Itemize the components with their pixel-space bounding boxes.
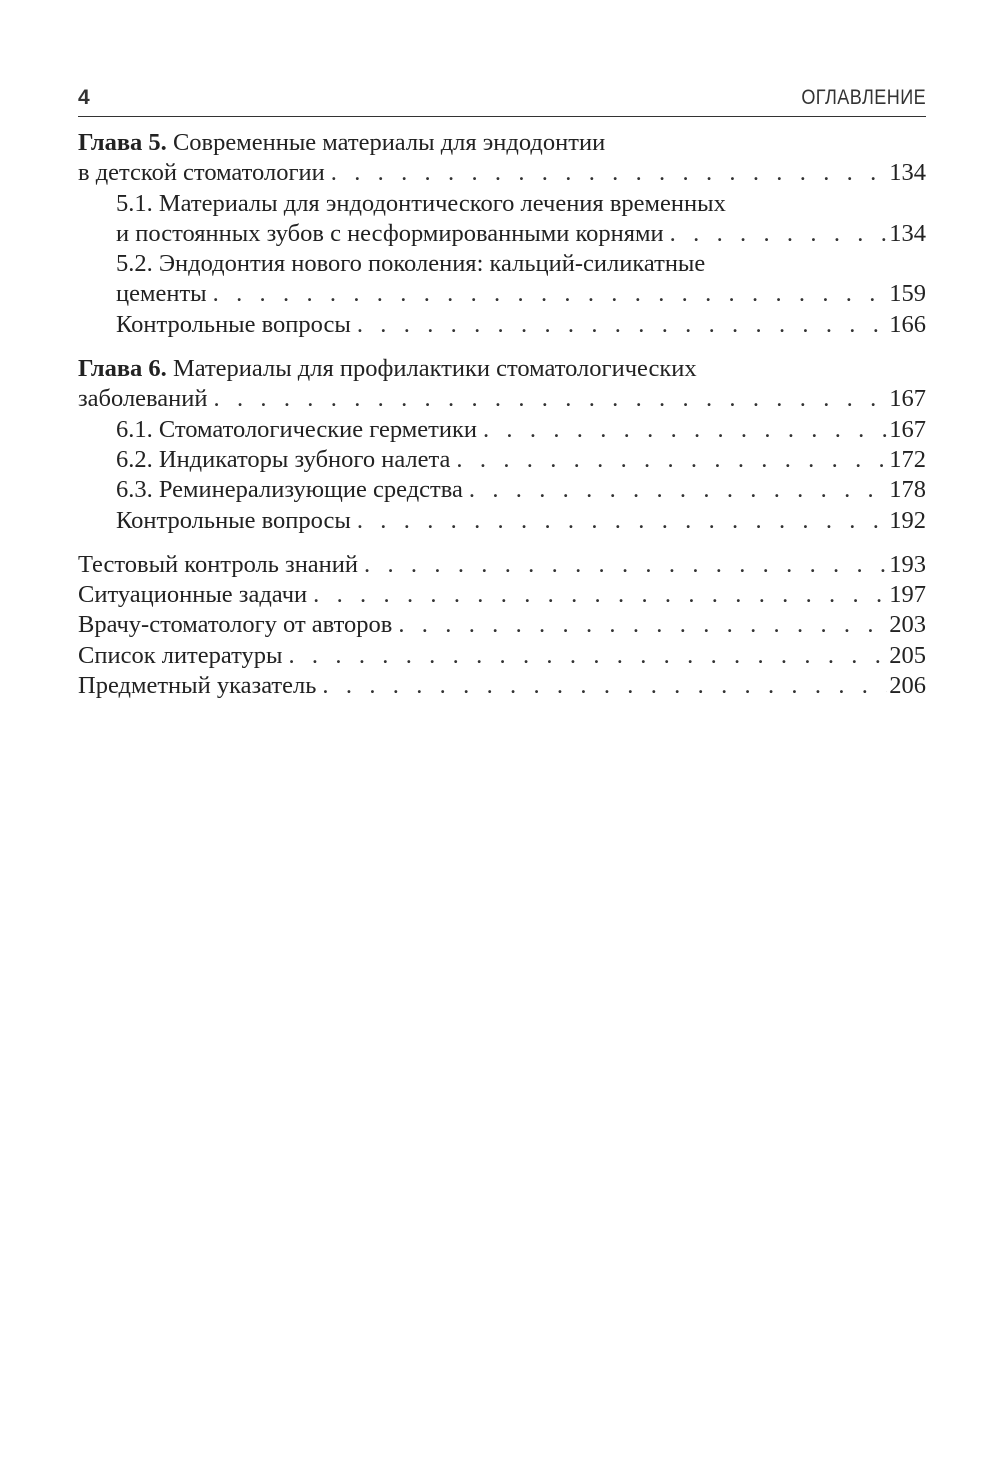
toc-entry[interactable] <box>78 506 926 536</box>
entry-title: Предметный указатель <box>78 672 317 700</box>
toc-section-title[interactable] <box>78 249 926 279</box>
toc-entry[interactable] <box>78 384 926 414</box>
entry-title: Тестовый контроль знаний <box>78 550 359 578</box>
toc-entry[interactable] <box>78 310 926 340</box>
toc-chapter-title[interactable] <box>78 354 926 384</box>
dot-leader <box>483 415 887 445</box>
dot-leader <box>288 641 887 671</box>
page-ref: 178 <box>889 476 926 504</box>
page-ref: 205 <box>889 641 926 669</box>
chapter-title-line: заболеваний <box>78 385 208 413</box>
entry-title: 6.3. Реминерализующие средства <box>116 476 463 504</box>
section-title-line: 5.2. Эндодонтия нового поколения: кальций-силикатные <box>116 250 706 278</box>
toc-back-matter <box>78 550 926 701</box>
dot-leader <box>456 445 887 475</box>
toc-entry[interactable] <box>78 279 926 309</box>
toc-entry[interactable] <box>78 475 926 505</box>
page-ref: 192 <box>889 506 926 534</box>
dot-leader <box>313 580 887 610</box>
page-ref: 134 <box>889 159 926 187</box>
page-ref: 203 <box>889 611 926 639</box>
running-head: ОГЛАВЛЕНИЕ <box>801 86 926 109</box>
toc-entry[interactable] <box>78 550 926 580</box>
toc-entry[interactable] <box>78 445 926 475</box>
dot-leader <box>331 158 888 188</box>
toc-entry[interactable] <box>78 415 926 445</box>
section-title-line: цементы <box>116 280 207 308</box>
entry-title: Контрольные вопросы <box>116 310 351 338</box>
page-ref: 166 <box>889 310 926 338</box>
page-ref: 197 <box>889 581 926 609</box>
toc-entry[interactable] <box>78 580 926 610</box>
dot-leader <box>357 310 887 340</box>
entry-title: Контрольные вопросы <box>116 506 351 534</box>
page-header <box>78 84 926 117</box>
page-ref: 167 <box>889 415 926 443</box>
toc-entry[interactable] <box>78 610 926 640</box>
entry-title: 6.1. Стоматологические герметики <box>116 415 477 443</box>
chapter-label: Глава 6. <box>78 355 167 383</box>
chapter-label: Глава 5. <box>78 129 167 156</box>
table-of-contents <box>78 128 926 701</box>
toc-section-title[interactable] <box>78 189 926 219</box>
page-number: 4 <box>78 86 90 109</box>
toc-entry[interactable] <box>78 641 926 671</box>
dot-leader <box>670 219 888 249</box>
section-title-line: и постоянных зубов с несформированными корнями <box>116 219 664 247</box>
dot-leader <box>398 610 887 640</box>
chapter-title-line: Материалы для профилактики стоматологических <box>166 355 697 383</box>
chapter-title-line: в детской стоматологии <box>78 159 325 187</box>
chapter-title-line: Современные материалы для эндодонтии <box>166 129 606 156</box>
page-ref: 159 <box>889 280 926 308</box>
dot-leader <box>322 671 887 701</box>
entry-title: Врачу-стоматологу от авторов <box>78 611 393 639</box>
entry-title: Ситуационные задачи <box>78 581 308 609</box>
page-ref: 206 <box>889 672 926 700</box>
page-ref: 134 <box>889 219 926 247</box>
toc-chapter-5 <box>78 128 926 340</box>
toc-entry[interactable] <box>78 158 926 188</box>
dot-leader <box>364 550 887 580</box>
toc-chapter-title[interactable] <box>78 128 926 158</box>
toc-chapter-6 <box>78 354 926 536</box>
dot-leader <box>213 279 888 309</box>
page-ref: 167 <box>889 385 926 413</box>
section-title-line: 5.1. Материалы для эндодонтического лечения временных <box>116 189 726 217</box>
dot-leader <box>214 384 888 414</box>
page-ref: 193 <box>889 550 926 578</box>
entry-title: 6.2. Индикаторы зубного налета <box>116 445 451 473</box>
toc-entry[interactable] <box>78 219 926 249</box>
dot-leader <box>469 475 887 505</box>
toc-entry[interactable] <box>78 671 926 701</box>
page-ref: 172 <box>889 445 926 473</box>
entry-title: Список литературы <box>78 641 283 669</box>
dot-leader <box>357 506 887 536</box>
